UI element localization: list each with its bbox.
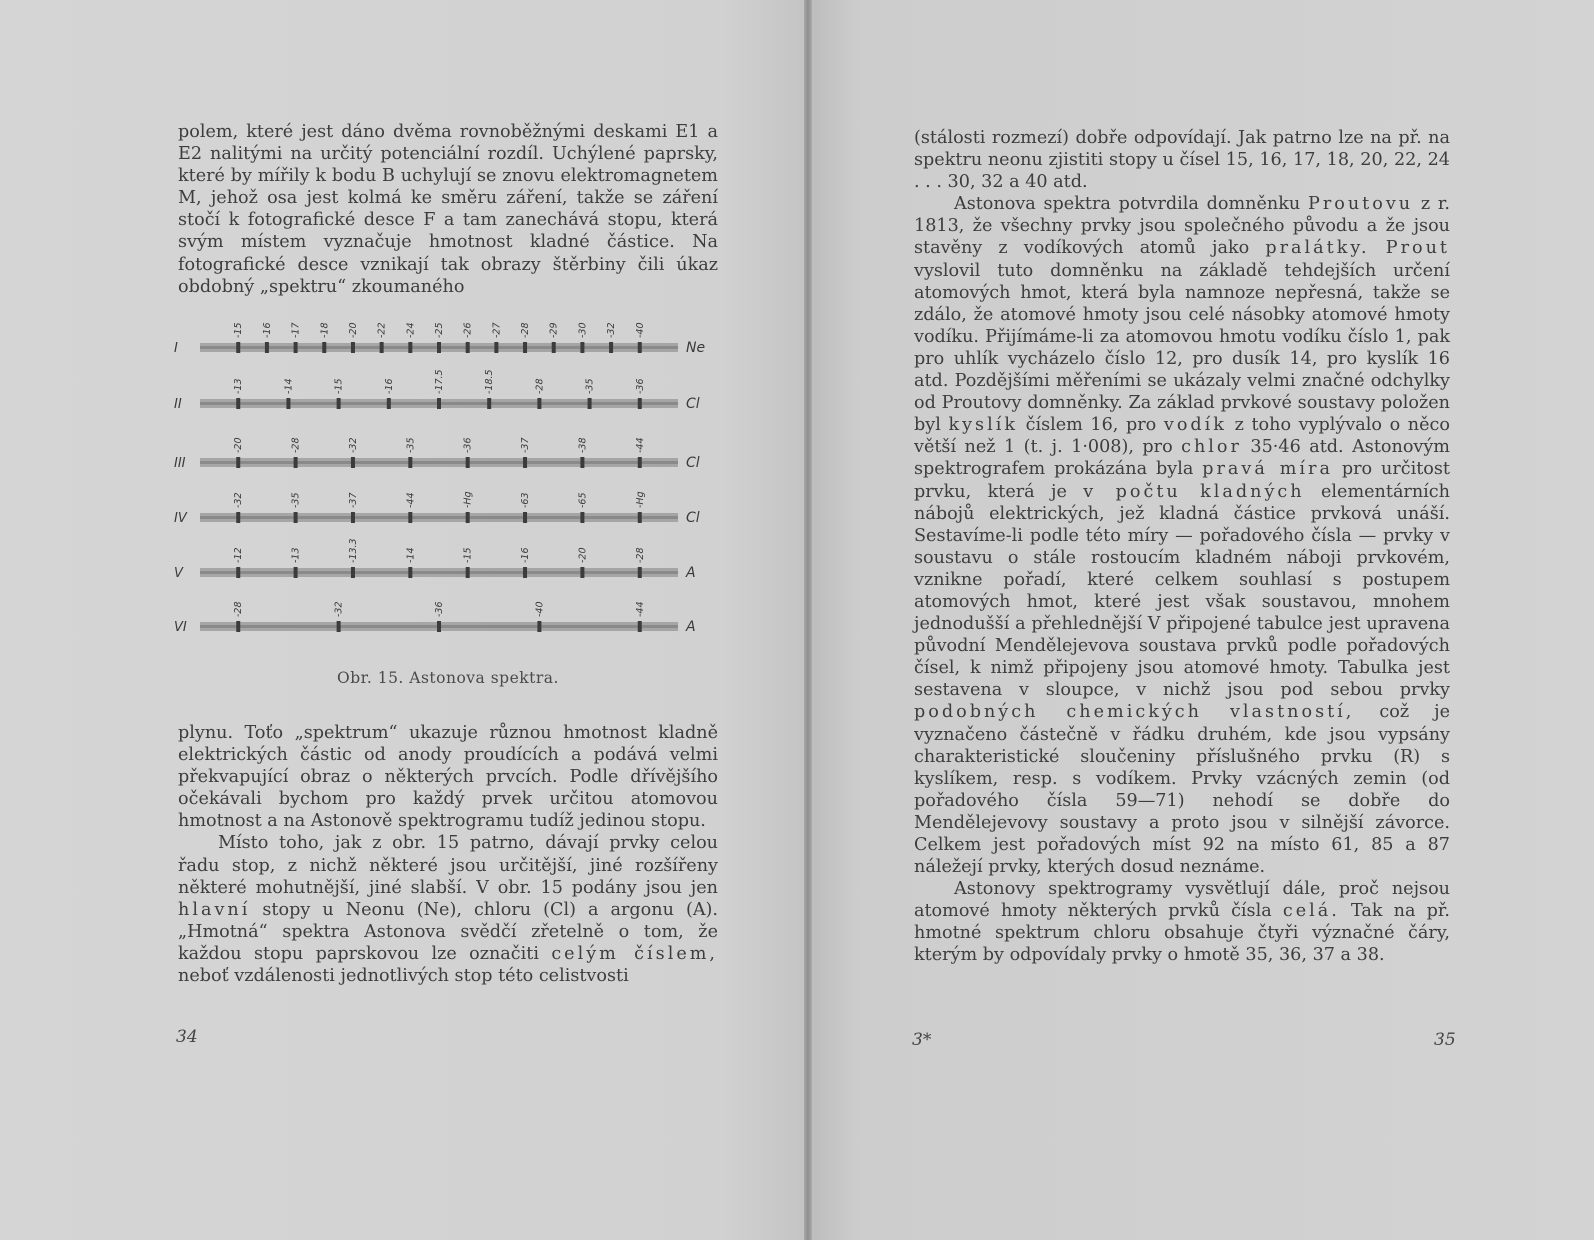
spectrum-line xyxy=(236,398,240,409)
text-run: pro určitost prvku, která je xyxy=(914,459,1450,502)
spectrum-line xyxy=(265,342,269,353)
spectrum-line xyxy=(638,457,642,468)
spectrum-line xyxy=(494,342,498,353)
spectrum-tick-label: -Hg xyxy=(462,491,474,508)
spectrum-tick-label: -27 xyxy=(491,322,503,338)
spectrum-tick-label: -17 xyxy=(290,322,302,338)
spectrum-line xyxy=(337,621,341,632)
spectrum-line xyxy=(351,457,355,468)
emphasis-proutovu: Proutovu xyxy=(1308,194,1414,215)
spectrum-tick-label: -26 xyxy=(462,322,474,338)
spectrum-row-numeral: III xyxy=(174,456,186,471)
spectrum-tick-label: -63 xyxy=(520,492,532,508)
spectrum-element-label: A xyxy=(686,565,696,581)
spectrum-line xyxy=(351,342,355,353)
emphasis-hlavni: hlavní xyxy=(178,899,251,920)
emphasis-cela: celá. xyxy=(1282,901,1340,922)
spectrum-line xyxy=(408,512,412,523)
spectrum-tick-label: -37 xyxy=(520,437,532,453)
left-paragraph-top xyxy=(178,121,718,298)
spectrum-line xyxy=(537,398,541,409)
spectrum-tick-label: -13.3 xyxy=(347,538,359,563)
spectrum-tick-label: -16 xyxy=(520,547,532,563)
text-run: Astonovy spektrogramy vysvětlují dále, proč nejsou atomové hmoty některých prvků čísla xyxy=(914,879,1450,922)
spectrum-tick-label: -37 xyxy=(347,492,359,508)
spectrum-line xyxy=(487,398,491,409)
spectrum-tick-label: -40 xyxy=(534,601,546,617)
spectrum-tick-label: -35 xyxy=(584,378,596,394)
spectrum-tick-label: -32 xyxy=(606,322,618,338)
left-paragraph-continue: plynu. Toťo „spektrum“ ukazuje různou hmotnost kladně elektrických částic od anody proudících a podává velmi překvapující obraz o některých prvcích. Podle dřívějšího očekávali bychom pro každý prvek určitou atomovou hmotnost a na Astonově spektrogramu tudíž jedinou stopu. xyxy=(178,723,718,832)
spectrum-line xyxy=(638,567,642,578)
book-gutter xyxy=(804,0,812,1240)
emphasis-vodik: vodík xyxy=(1163,415,1227,436)
spectrum-tick-label: -32 xyxy=(347,437,359,453)
spectrum-tick-label: -36 xyxy=(462,437,474,453)
spectrum-line xyxy=(294,567,298,578)
spectrum-tick-label: -17.5 xyxy=(434,369,445,394)
spectrum-tick-label: -22 xyxy=(376,322,388,338)
emphasis-chlor: chlor xyxy=(1181,437,1242,458)
spectrum-line xyxy=(523,512,527,523)
spectrum-line xyxy=(437,398,441,409)
left-paragraph-bottom xyxy=(178,722,718,987)
spectrum-tick-label: -36 xyxy=(634,378,646,394)
spectrum-element-label: A xyxy=(686,619,696,635)
spectrum-tick-label: -28 xyxy=(290,437,302,453)
spectrum-line xyxy=(286,398,290,409)
emphasis-v-poctu-kladnych: v počtu kladných xyxy=(1083,481,1305,502)
spectrum-line xyxy=(236,567,240,578)
spectrum-tick-label: -32 xyxy=(233,492,245,508)
text-run: vyslovil tuto domněnku na základě tehdejších určení atomových hmot, která byla namnoze nepřesná, takže se zdálo, že atomové hmoty jsou celé násobky atomové hmoty vodíku. Přijímáme-li za atomovou hmotu vodíku číslo 1, pak pro uhlík vycházelo číslo 12, pro dusík 14, pro kyslík 16 atd. Pozdějšími měřeními se ukázaly velmi značné odchylky od Proutovy domněnky. Za základ prvkové soustavy položen byl xyxy=(914,260,1450,436)
spectrum-tick-label: -18.5 xyxy=(484,369,496,394)
signature-mark: 3* xyxy=(912,1030,932,1050)
spectrum-tick-label: -13 xyxy=(233,378,245,394)
spectrum-element-label: Cl xyxy=(686,510,700,526)
spectrum-line xyxy=(380,342,384,353)
spectrum-tick-label: -20 xyxy=(347,322,359,338)
spectrum-tick-label: -40 xyxy=(634,322,646,338)
spectrum-line xyxy=(609,342,613,353)
spectrum-line xyxy=(466,512,470,523)
spectrum-tick-label: -44 xyxy=(634,601,646,617)
text-run: Místo toho, jak z obr. 15 patrno, dávají prvky celou řadu stop, z nichž některé jsou určitější, jiné rozšířeny některé mohutnější, jiné slabší. V obr. 15 podány jsou jen xyxy=(178,833,718,898)
spectrum-line xyxy=(408,342,412,353)
spectrum-line xyxy=(387,398,391,409)
spectrum-row-numeral: I xyxy=(174,341,178,356)
spectrum-tick-label: -30 xyxy=(577,322,589,338)
spectrum-row-numeral: VI xyxy=(174,620,187,635)
spectrum-line xyxy=(588,398,592,409)
left-paragraph-2 xyxy=(178,832,718,987)
spectrum-line xyxy=(351,512,355,523)
spectrum-line xyxy=(523,567,527,578)
spectrum-tick-label: -14 xyxy=(283,378,295,394)
spectrum-tick-label: -28 xyxy=(520,322,532,338)
astonova-spectra-figure xyxy=(170,310,730,655)
spectrum-line xyxy=(580,512,584,523)
emphasis-podobnych-vlastnosti: podobných chemických vlastností, xyxy=(914,702,1355,723)
spectrum-line xyxy=(236,621,240,632)
spectrum-tick-label: -12 xyxy=(233,547,245,563)
spectrum-element-label: Cl xyxy=(686,455,700,471)
spectrum-line xyxy=(294,512,298,523)
emphasis-celym-cislem: celým číslem, xyxy=(551,943,719,964)
spectrum-row-numeral: V xyxy=(174,566,183,581)
spectrum-line xyxy=(580,457,584,468)
spectrum-tick-label: -65 xyxy=(577,492,589,508)
figure-caption: Obr. 15. Astonova spektra. xyxy=(337,669,559,687)
spectrum-tick-label: -32 xyxy=(333,601,345,617)
spectra-svg xyxy=(170,310,730,655)
spectrum-tick-label: -20 xyxy=(233,437,245,453)
spectrum-line xyxy=(523,457,527,468)
emphasis-kyslik: kyslík xyxy=(948,415,1018,436)
text-run: z toho vyplývalo o něco větší než 1 (t. j. 1·008), pro xyxy=(914,415,1450,458)
spectrum-element-label: Ne xyxy=(686,340,706,356)
spectrum-tick-label: -25 xyxy=(434,322,445,338)
spectrum-row-numeral: IV xyxy=(174,511,187,526)
spectrum-line xyxy=(638,512,642,523)
spectrum-tick-label: -28 xyxy=(534,378,546,394)
spectrum-line xyxy=(236,457,240,468)
page-number-left: 34 xyxy=(176,1027,198,1047)
spectrum-tick-label: -28 xyxy=(634,547,646,563)
spectrum-line xyxy=(337,398,341,409)
spectrum-tick-label: -44 xyxy=(405,492,417,508)
spectrum-line xyxy=(552,342,556,353)
emphasis-pralatky: pralátky. xyxy=(1265,238,1370,259)
spectrum-tick-label: -44 xyxy=(634,437,646,453)
spectrum-line xyxy=(408,567,412,578)
spectrum-tick-label: -15 xyxy=(233,322,245,338)
spectrum-row-numeral: II xyxy=(174,397,182,412)
spectrum-tick-label: -28 xyxy=(233,601,245,617)
spectrum-tick-label: -24 xyxy=(405,322,417,338)
spectrum-line xyxy=(437,342,441,353)
spectrum-line xyxy=(466,342,470,353)
right-paragraph-2 xyxy=(914,193,1450,878)
right-page xyxy=(812,0,1594,1240)
spectrum-line xyxy=(638,398,642,409)
spectrum-line xyxy=(236,342,240,353)
spectrum-line xyxy=(466,567,470,578)
left-paragraph-top-text: polem, které jest dáno dvěma rovnoběžnými deskami E1 a E2 nalitými na určitý potenciální rozdíl. Uchýlené paprsky, které by mířily k bodu B uchylují se znovu elektromagnetem M, jehož osa jest kolmá ke směru záření, takže se záření stočí k fotografické desce F a tam zanechává stopu, která svým místem vyznačuje hmotnost kladné částice. Na fotografické desce vznikají tak obrazy štěrbiny čili úkaz obdobný „spektru“ zkoumaného xyxy=(178,122,718,297)
spectrum-tick-label: -38 xyxy=(577,437,589,453)
spectrum-tick-label: -35 xyxy=(405,437,417,453)
spectrum-line xyxy=(537,621,541,632)
spectrum-tick-label: -29 xyxy=(548,322,560,338)
spectrum-line xyxy=(437,621,441,632)
emphasis-prava-mira: pravá míra xyxy=(1202,459,1333,480)
spectrum-tick-label: -14 xyxy=(405,547,417,563)
spectrum-line xyxy=(638,621,642,632)
spectrum-strip-core xyxy=(200,461,678,464)
text-run: 35·46 atd. Astonovým spektrografem prokázána byla xyxy=(914,437,1450,480)
text-run: elementárních nábojů elektrických, jež kladná částice prvková unáší. Sestavíme-li podle této míry — pořadového čísla — prvky v soustavu o stále rostoucím kladném náboji prvkovém, vznikne pořadí, které celkem souhlasí s postupem atomových hmot, které jest však soustavou, mnohem jednodušší a přehlednější V připojené tabulce jest upravena původní Mendělejevova soustava prvků podle pořadových čísel, k nimž připojeny jsou atomové hmoty. Tabulka jest sestavena v sloupce, v nichž jsou pod sebou prvky xyxy=(914,481,1450,701)
spectrum-tick-label: -15 xyxy=(462,547,474,563)
right-paragraph-3 xyxy=(914,878,1450,966)
right-text-block xyxy=(914,127,1450,967)
spectrum-tick-label: -13 xyxy=(290,547,302,563)
text-run: Astonova spektra potvrdila domněnku xyxy=(954,194,1309,215)
text-run: což je vyznačeno částečně v řádku druhém, kde jsou vypsány charakteristické sloučeniny příslušného prvku (R) s kyslíkem, resp. s vodíkem. Prvky vzácných zemin (od pořadového čísla 59—71) nehodí se dobře do Mendělejevovy soustavy a proto jsou v silnější závorce. Celkem jest pořadových míst 92 na místo 61, 85 a 87 náležejí prvky, kterých dosud neznáme. xyxy=(914,702,1450,878)
spectrum-line xyxy=(294,342,298,353)
spectrum-strip-core xyxy=(200,516,678,519)
spectrum-tick-label: -20 xyxy=(577,547,589,563)
spectrum-line xyxy=(236,512,240,523)
spectrum-tick-label: -18 xyxy=(319,322,331,338)
spectrum-tick-label: -16 xyxy=(383,378,395,394)
text-run: z r. 1813, že všechny prvky jsou společného původu a že jsou stavěny z vodíkových atomů jako xyxy=(914,194,1450,259)
text-run: číslem 16, pro xyxy=(1017,415,1164,436)
spectrum-line xyxy=(638,342,642,353)
spectrum-tick-label: -35 xyxy=(290,492,302,508)
text-run: stopy u Neonu (Ne), chloru (Cl) a argonu (A). „Hmotná“ spektra Astonova svědčí zřetelně o tom, že každou stopu paprskovou lze označiti xyxy=(178,899,718,964)
text-run: Tak na př. hmotné spektrum chloru obsahuje čtyři význačné čáry, kterým by odpovídaly prvky o hmotě 35, 36, 37 a 38. xyxy=(914,901,1450,966)
spectrum-tick-label: -15 xyxy=(333,378,345,394)
text-run: neboť vzdálenosti jednotlivých stop této celistvosti xyxy=(178,966,629,987)
spectrum-line xyxy=(523,342,527,353)
spectrum-line xyxy=(351,567,355,578)
spectrum-tick-label: -16 xyxy=(261,322,273,338)
spectrum-line xyxy=(322,342,326,353)
spectrum-element-label: Cl xyxy=(686,396,700,412)
emphasis-prout: Prout xyxy=(1385,238,1451,259)
right-paragraph-1: (stálosti rozmezí) dobře odpovídají. Jak patrno lze na př. na spektru neonu zjistiti stopy u čísel 15, 16, 17, 18, 20, 22, 24 . . . 30, 32 a 40 atd. xyxy=(914,128,1450,193)
spectrum-line xyxy=(466,457,470,468)
spectrum-line xyxy=(408,457,412,468)
spectrum-tick-label: -Hg xyxy=(634,491,646,508)
page-number-right: 35 xyxy=(1434,1030,1456,1050)
spectrum-tick-label: -36 xyxy=(434,601,445,617)
spectrum-line xyxy=(294,457,298,468)
spectrum-strip-core xyxy=(200,571,678,574)
spectrum-line xyxy=(580,342,584,353)
spectrum-line xyxy=(580,567,584,578)
